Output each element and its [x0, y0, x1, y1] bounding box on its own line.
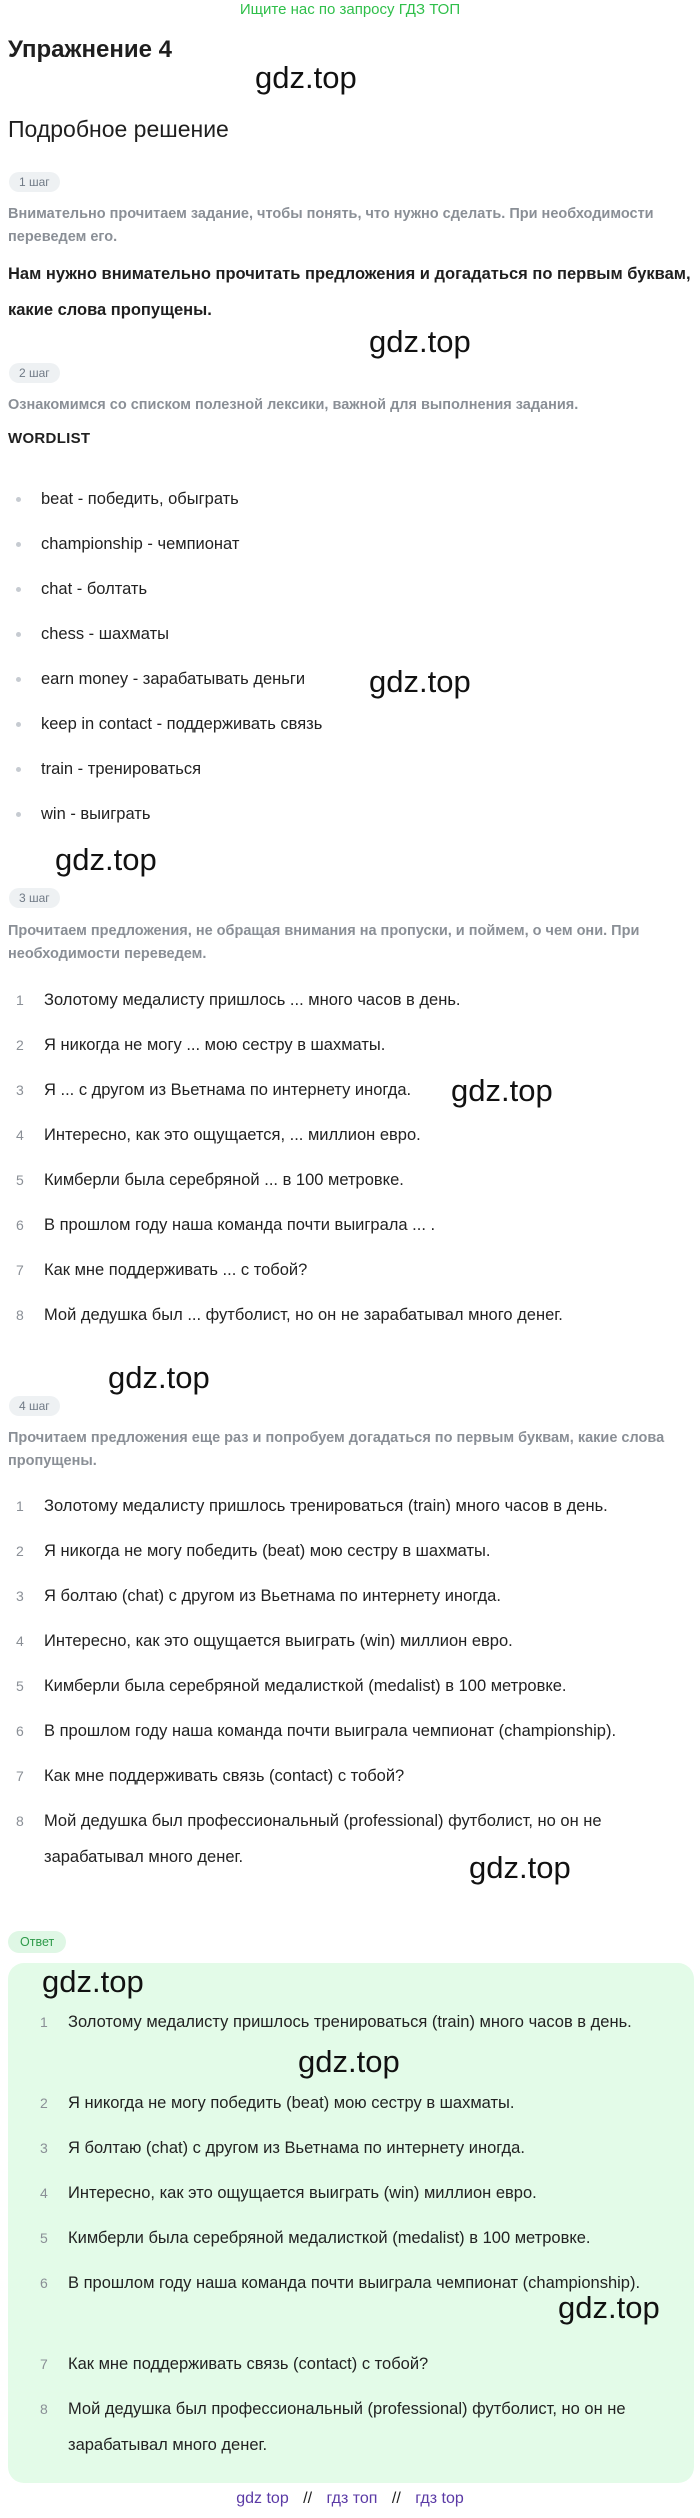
sentence-row: 4 Интересно, как это ощущается выиграть (win) миллион евро.: [16, 1632, 513, 1650]
search-banner: Ищите нас по запросу ГДЗ ТОП: [239, 1, 461, 18]
bullet-icon: [16, 632, 21, 637]
sentence-row: 7 Как мне поддерживать ... с тобой?: [16, 1261, 308, 1279]
footer-link[interactable]: gdz top: [236, 2490, 289, 2507]
section-title: Подробное решение: [8, 116, 229, 142]
watermark: gdz.top: [369, 664, 471, 699]
sentence-row: 6 В прошлом году наша команда почти выиграла чемпионат (championship).: [16, 1722, 617, 1740]
sentence-row: 8 Мой дедушка был профессиональный (professional) футболист, но он не зарабатывал много денег.: [16, 1812, 602, 1866]
step-1-badge: 1 шаг: [9, 172, 60, 192]
bullet-icon: [16, 767, 21, 772]
answer-row: 8 Мой дедушка был профессиональный (professional) футболист, но он не зарабатывал много денег.: [40, 2400, 626, 2454]
bullet-icon: [16, 812, 21, 817]
wordlist-item: chess - шахматы: [16, 619, 169, 649]
wordlist-item: championship - чемпионат: [16, 529, 239, 559]
answer-row: 3 Я болтаю (chat) с другом из Вьетнама по интернету иногда.: [40, 2139, 525, 2157]
answer-row: 2 Я никогда не могу победить (beat) мою сестру в шахматы.: [40, 2094, 515, 2112]
watermark: gdz.top: [108, 1360, 210, 1395]
sentence-row: 8 Мой дедушка был ... футболист, но он не зарабатывал много денег.: [16, 1306, 563, 1324]
wordlist-item: beat - победить, обыграть: [16, 484, 239, 514]
watermark: gdz.top: [255, 60, 357, 95]
sentence-row: 6 В прошлом году наша команда почти выиграла ... .: [16, 1216, 436, 1234]
wordlist-item: earn money - зарабатывать деньги: [16, 664, 305, 694]
footer-separator: //: [303, 2490, 313, 2507]
wordlist-title: WORDLIST: [8, 430, 91, 447]
sentence-row: 3 Я болтаю (chat) с другом из Вьетнама по интернету иногда.: [16, 1587, 501, 1605]
answer-row: 1 Золотому медалисту пришлось тренироваться (train) много часов в день.: [40, 2013, 632, 2031]
step-4-badge: 4 шаг: [9, 1396, 60, 1416]
watermark: gdz.top: [42, 1964, 144, 1999]
sentence-row: 1 Золотому медалисту пришлось тренироваться (train) много часов в день.: [16, 1497, 608, 1515]
bullet-icon: [16, 542, 21, 547]
wordlist-item: chat - болтать: [16, 574, 147, 604]
sentence-row: 1 Золотому медалисту пришлось ... много часов в день.: [16, 991, 461, 1009]
watermark: gdz.top: [451, 1073, 553, 1108]
bullet-icon: [16, 587, 21, 592]
watermark: gdz.top: [558, 2290, 660, 2325]
wordlist-item: keep in contact - поддерживать связь: [16, 709, 322, 739]
bullet-icon: [16, 497, 21, 502]
watermark: gdz.top: [55, 842, 157, 877]
sentence-row: 2 Я никогда не могу победить (beat) мою сестру в шахматы.: [16, 1542, 491, 1560]
footer-links: [0, 2490, 700, 2508]
watermark: gdz.top: [369, 324, 471, 359]
footer-link[interactable]: гдз top: [415, 2490, 464, 2507]
page-title: Упражнение 4: [8, 36, 172, 63]
step-1-text: Нам нужно внимательно прочитать предложения и догадаться по первым буквам, какие слова пропущены.: [8, 265, 691, 319]
wordlist-item: train - тренироваться: [16, 754, 201, 784]
sentence-row: 5 Кимберли была серебряной медалисткой (medalist) в 100 метровке.: [16, 1677, 567, 1695]
step-4-note: Прочитаем предложения еще раз и попробуем догадаться по первым буквам, какие слова пропущены.: [8, 1430, 665, 1469]
bullet-icon: [16, 722, 21, 727]
answer-row: 5 Кимберли была серебряной медалисткой (medalist) в 100 метровке.: [40, 2229, 591, 2247]
sentence-row: 7 Как мне поддерживать связь (contact) с тобой?: [16, 1767, 405, 1785]
footer-separator: //: [391, 2490, 401, 2507]
watermark: gdz.top: [298, 2044, 400, 2079]
answer-badge: Ответ: [8, 1931, 66, 1953]
watermark: gdz.top: [469, 1850, 571, 1885]
step-2-note: Ознакомимся со списком полезной лексики, важной для выполнения задания.: [8, 397, 579, 413]
sentence-row: 2 Я никогда не могу ... мою сестру в шахматы.: [16, 1036, 386, 1054]
step-2-badge: 2 шаг: [9, 363, 60, 383]
step-3-badge: 3 шаг: [9, 888, 60, 908]
wordlist-item: win - выиграть: [16, 799, 150, 829]
answer-row: 6 В прошлом году наша команда почти выиграла чемпионат (championship).: [40, 2274, 641, 2292]
answer-row: 7 Как мне поддерживать связь (contact) с тобой?: [40, 2355, 429, 2373]
bullet-icon: [16, 677, 21, 682]
answer-row: 4 Интересно, как это ощущается выиграть (win) миллион евро.: [40, 2184, 537, 2202]
footer-link[interactable]: гдз топ: [326, 2490, 378, 2507]
sentence-row: 4 Интересно, как это ощущается, ... миллион евро.: [16, 1126, 421, 1144]
sentence-row: 3 Я ... с другом из Вьетнама по интернету иногда.: [16, 1081, 412, 1099]
step-3-note: Прочитаем предложения, не обращая внимания на пропуски, и поймем, о чем они. При необходимости переведем.: [8, 923, 640, 962]
sentence-row: 5 Кимберли была серебряной ... в 100 метровке.: [16, 1171, 404, 1189]
step-1-note: Внимательно прочитаем задание, чтобы понять, что нужно сделать. При необходимости переведем его.: [8, 206, 654, 245]
